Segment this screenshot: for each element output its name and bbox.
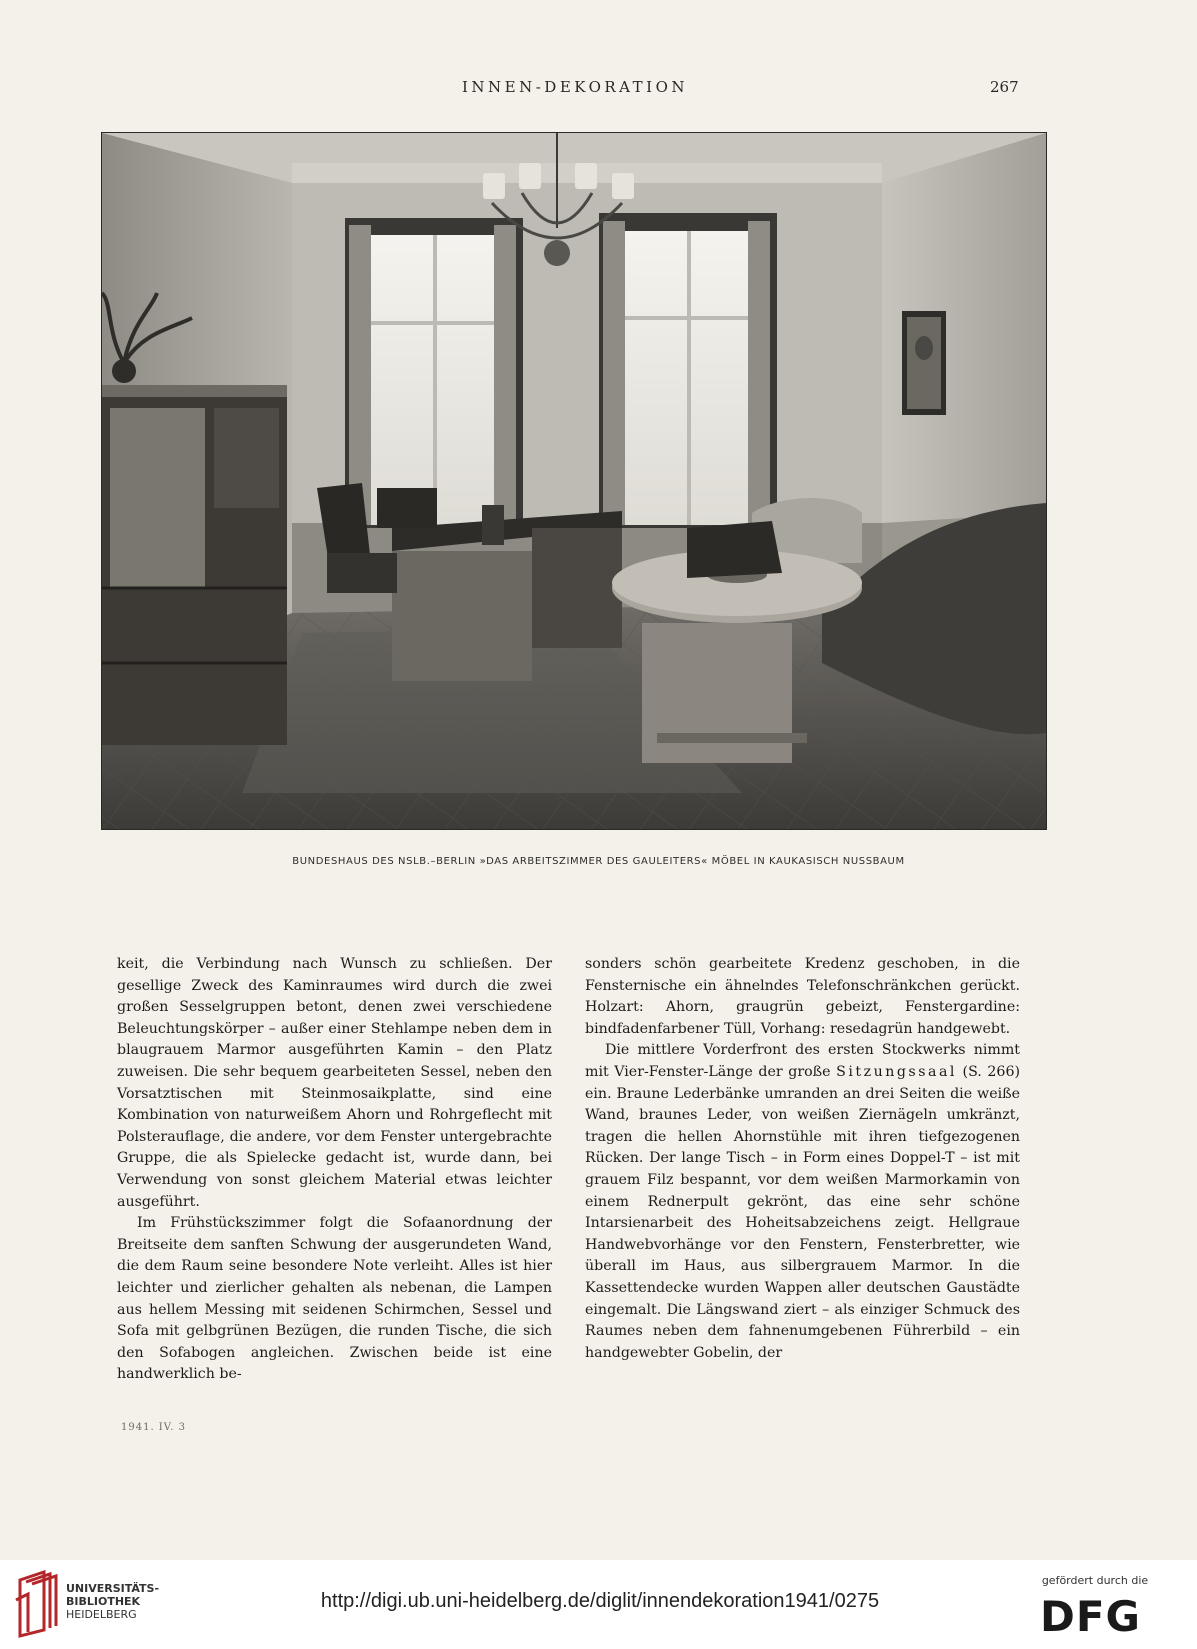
running-title: INNEN-DEKORATION: [461, 78, 689, 96]
framed-portrait: [902, 311, 946, 415]
library-name: [66, 1582, 159, 1621]
digitization-footer: [0, 1560, 1197, 1649]
paragraph: [585, 1040, 1020, 1364]
dfg-logo: DFG: [1040, 1592, 1142, 1641]
source-url-link[interactable]: http://digi.ub.uni-heidelberg.de/diglit/innendekoration1941/0275: [320, 1590, 880, 1612]
library-name-line: HEIDELBERG: [66, 1608, 137, 1621]
funder-text: gefördert durch die: [1041, 1574, 1149, 1587]
figure-caption: BUNDESHAUS DES NSLB.–BERLIN »DAS ARBEITSZIMMER DES GAULEITERS« MÖBEL IN KAUKASISCH NUSSBAUM: [292, 856, 905, 867]
printer-signature: 1941. IV. 3: [121, 1422, 186, 1433]
window-left: [345, 218, 523, 528]
paragraph: sonders schön gearbeitete Kredenz geschoben, in die Fensternische ein ähnelndes Telefonschränkchen gerückt. Holzart: Ahorn, graugrün gebeizt, Fenstergardine: bindfadenfarbener Tüll, Vorhang: resedagrün handgewebt.: [585, 956, 1020, 1037]
text-column-left: [117, 954, 552, 1386]
window-right: [599, 213, 777, 528]
spaced-emphasis: Sitzungssaal: [836, 1063, 957, 1080]
text-column-right: [585, 954, 1020, 1364]
library-name-line: BIBLIOTHEK: [66, 1595, 141, 1608]
running-head: [0, 78, 1197, 102]
text-run: (S. 266) ein. Braune Lederbänke umranden an drei Seiten die weiße Wand, braunes Leder, von weißen Ziernägeln umkränzt, tragen die hellen Ahornstühle mit ihren tiefgezogenen Rücken. Der lange Tisch – in Form eines Doppel-T – ist mit grauem Filz bespannt, vor dem weißen Marmorkamin von einem Rednerpult gekrönt, das eine sehr schöne Intarsienarbeit des Hoheitsabzeichens zeigt. Hellgraue Handwebvorhänge vor den Fenstern, Fensterbretter, wie überall im Haus, aus silbergrauem Marmor. In die Kassettendecke wurden Wappen aller deutschen Gaustädte eingemalt. Die Längswand ziert – als einziger Schmuck des Raumes neben dem fahnenumgebenen Führerbild – ein handgewebter Gobelin, der: [585, 1063, 1021, 1361]
text-run: Die mittlere Vorderfront des ersten Stockwerks nimmt mit Vier-Fenster-Länge der große: [585, 1042, 1020, 1080]
university-library-logo-icon: [14, 1570, 58, 1638]
paragraph: keit, die Verbindung nach Wunsch zu schließen. Der gesellige Zweck des Kaminraumes wird durch die zwei großen Sesselgruppen betont, denen zwei verschiedene Beleuchtungskörper – außer einer Stehlampe neben dem in blaugrauem Marmor ausgeführten Kamin – den Platz zuweisen. Die sehr bequem gearbeiteten Sessel, neben den Vorsatztischen mit Steinmosaikplatte, sind eine Kombination von naturweißem Ahorn und Rohrgeflecht mit Polsterauflage, die andere, vor dem Fenster untergebrachte Gruppe, die als Spielecke gedacht ist, wurde dann, bei Verwendung von sonst gleichem Material etwas leichter ausgeführt.: [117, 956, 552, 1210]
paragraph: Im Frühstückszimmer folgt die Sofaanordnung der Breitseite dem sanften Schwung der ausgerundeten Wand, die dem Raum seine besondere Note verleiht. Alles ist hier leichter und zierlicher gehalten als nebenan, die Lampen aus hellem Messing mit seidenen Schirmchen, Sessel und Sofa mit gelbgrünen Bezügen, die runden Tische, die sich den Sofabogen angleichen. Zwischen beide ist eine handwerklich be-: [117, 1215, 552, 1383]
interior-photograph: [101, 132, 1047, 830]
office-interior-image: [102, 133, 1046, 829]
page-number: 267: [990, 78, 1019, 96]
library-name-line: UNIVERSITÄTS-: [66, 1582, 160, 1595]
